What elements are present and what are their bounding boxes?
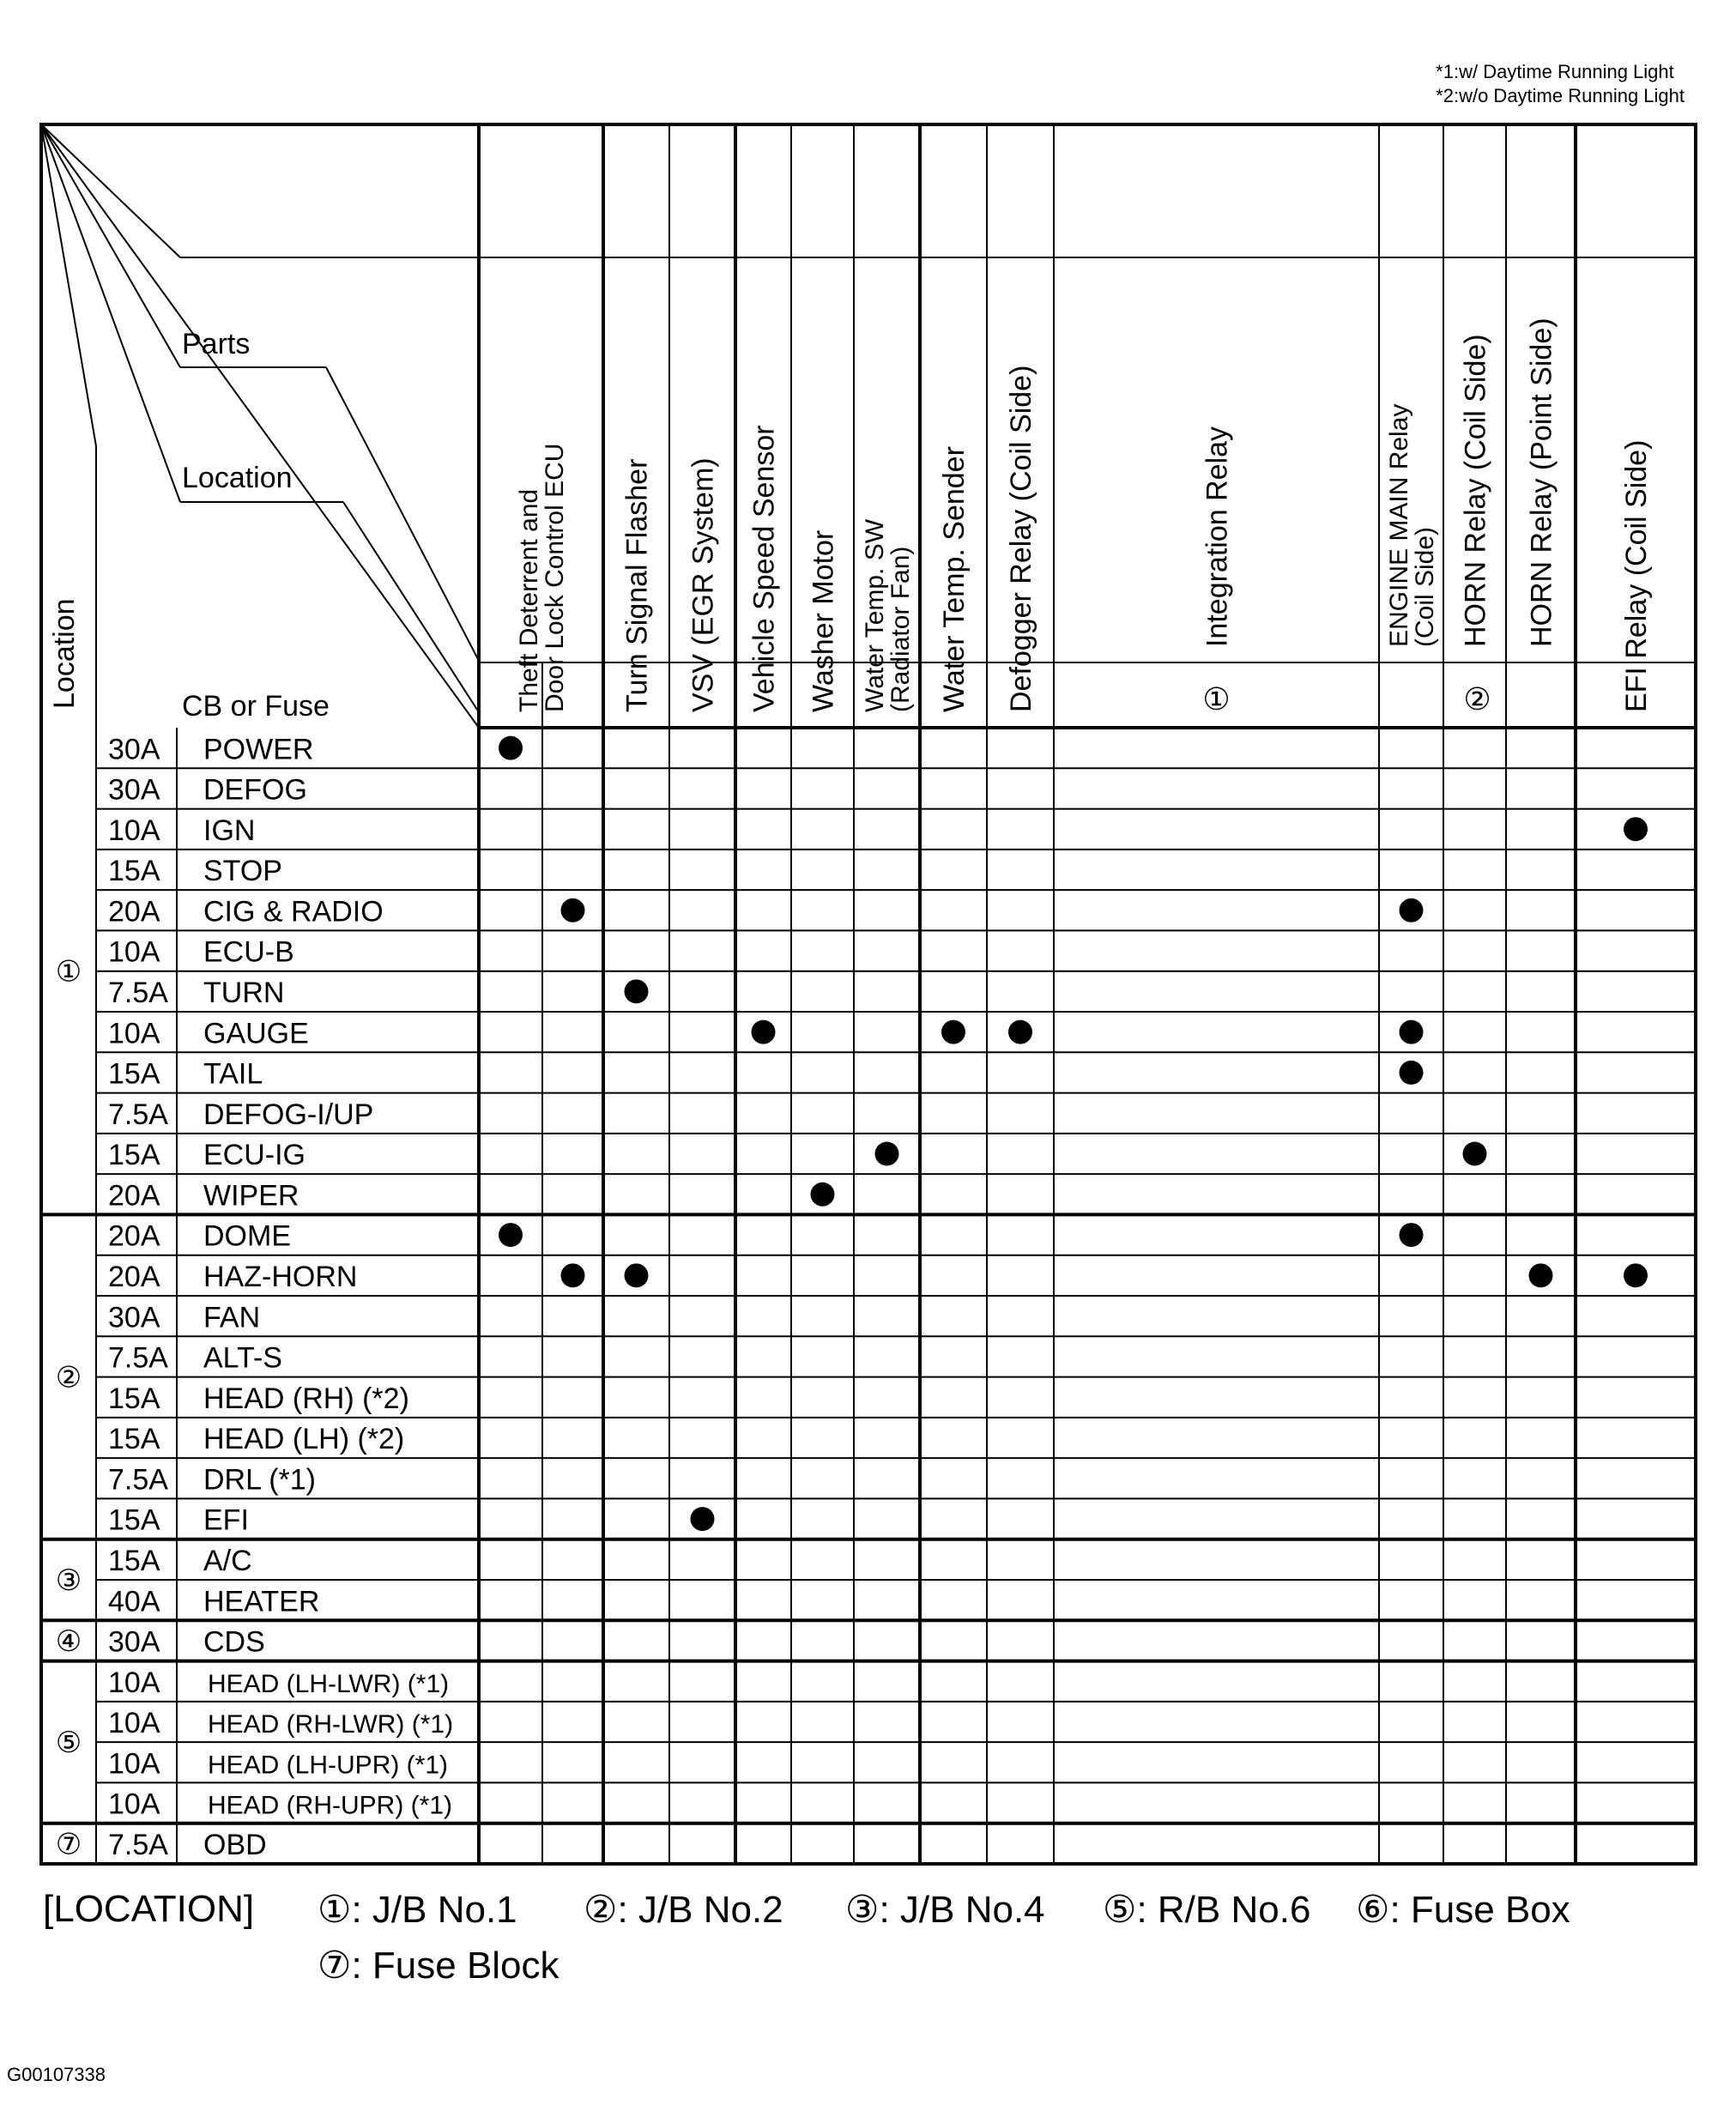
location-group-label: ①: [55, 955, 82, 989]
connection-dot: [561, 898, 585, 922]
fuse-name: HEAD (RH-LWR) (*1): [208, 1710, 454, 1739]
part-column-label: VSV (EGR System): [687, 457, 720, 712]
legend-item-rb6: ⑤: R/B No.6: [1103, 1889, 1311, 1931]
part-column-label: (Radiator Fan): [886, 546, 915, 712]
footnote-1: *1:w/ Daytime Running Light: [1436, 61, 1674, 82]
part-column-label: Turn Signal Flasher: [620, 458, 654, 712]
part-column-label: HORN Relay (Point Side): [1525, 318, 1558, 647]
connection-dot: [561, 1263, 585, 1287]
location-group-label: ④: [55, 1624, 82, 1658]
grid-line: [41, 124, 180, 257]
part-column-label: Door Lock Control ECU: [541, 443, 569, 712]
fuse-amperage: 15A: [108, 1545, 160, 1577]
location-column-label: Location: [48, 598, 81, 709]
part-column-label: Vehicle Speed Sensor: [747, 425, 781, 712]
connection-dot: [625, 979, 649, 1003]
fuse-amperage: 10A: [108, 1666, 160, 1699]
connection-dot: [1008, 1020, 1032, 1044]
part-column-label: Theft Deterrent and: [515, 488, 543, 712]
fuse-name: ECU-B: [203, 935, 294, 969]
group-label: ①: [1202, 681, 1231, 717]
legend-title: [LOCATION]: [43, 1888, 255, 1930]
fuse-name: ALT-S: [203, 1341, 282, 1375]
fuse-amperage: 7.5A: [108, 1463, 168, 1497]
part-column-label: HORN Relay (Coil Side): [1459, 334, 1492, 647]
fuse-amperage: 30A: [108, 733, 160, 766]
fuse-name: CIG & RADIO: [203, 895, 384, 928]
fuse-name: FAN: [203, 1301, 261, 1334]
fuse-name: GAUGE: [203, 1017, 309, 1050]
fuse-amperage: 30A: [108, 1625, 160, 1659]
location-group-label: ③: [55, 1564, 82, 1597]
fuse-amperage: 20A: [108, 1219, 160, 1253]
connection-dot: [1400, 1061, 1424, 1085]
part-column-label: Water Temp. Sender: [937, 446, 971, 712]
fuse-name: HEATER: [203, 1585, 320, 1618]
connection-dot: [625, 1263, 649, 1287]
fuse-name: DEFOG-I/UP: [203, 1098, 374, 1131]
fuse-amperage: 15A: [108, 1503, 160, 1537]
fuse-amperage: 10A: [108, 814, 160, 847]
fuse-amperage: 7.5A: [108, 977, 168, 1009]
location-group-label: ②: [55, 1361, 82, 1394]
fuse-amperage: 7.5A: [108, 1829, 168, 1861]
fuse-name: TAIL: [203, 1057, 263, 1091]
fuse-name: HEAD (LH) (*2): [203, 1423, 405, 1456]
part-column-label: Defogger Relay (Coil Side): [1004, 365, 1037, 712]
fuse-amperage: 10A: [108, 935, 160, 969]
fuse-name: HAZ-HORN: [203, 1261, 358, 1293]
grid-line: [41, 124, 180, 502]
connection-dot: [1400, 898, 1424, 922]
legend-item-fuse-box: ⑥: Fuse Box: [1356, 1889, 1570, 1931]
fuse-amperage: 30A: [108, 1301, 160, 1334]
fuse-name: HEAD (LH-LWR) (*1): [208, 1669, 450, 1698]
part-column-label: Integration Relay: [1201, 426, 1234, 647]
fuse-name: HEAD (RH) (*2): [203, 1382, 409, 1415]
connection-dot: [1400, 1020, 1424, 1044]
connection-dot: [499, 736, 523, 760]
grid-line: [343, 502, 479, 712]
fuse-amperage: 20A: [108, 895, 160, 928]
connection-dot: [499, 1223, 523, 1247]
fuse-name: DOME: [203, 1219, 291, 1253]
fuse-name: EFI: [203, 1503, 249, 1537]
fuse-amperage: 10A: [108, 1747, 160, 1781]
fuse-amperage: 30A: [108, 773, 160, 807]
fuse-name: TURN: [203, 977, 285, 1009]
part-column-label: ENGINE MAIN Relay: [1385, 403, 1413, 647]
connection-dot: [1529, 1263, 1553, 1287]
connection-dot: [1624, 1263, 1648, 1287]
fuse-amperage: 15A: [108, 1423, 160, 1456]
part-column-label: EFI Relay (Coil Side): [1619, 439, 1653, 712]
connection-dot: [1400, 1223, 1424, 1247]
fuse-name: HEAD (LH-UPR) (*1): [208, 1751, 449, 1780]
connection-dot: [811, 1183, 835, 1207]
fuse-amperage: 7.5A: [108, 1098, 168, 1131]
legend-item-jb2: ②: J/B No.2: [584, 1889, 783, 1931]
fuse-amperage: 15A: [108, 1382, 160, 1415]
fuse-name: IGN: [203, 814, 256, 847]
grid-line: [326, 367, 479, 661]
connection-dot: [1463, 1142, 1487, 1166]
legend-item-fuse-block: ⑦: Fuse Block: [318, 1945, 560, 1987]
legend-item-jb1: ①: J/B No.1: [318, 1889, 517, 1931]
fuse-name: STOP: [203, 855, 282, 888]
fuse-amperage: 10A: [108, 1787, 160, 1821]
fuse-name: ECU-IG: [203, 1139, 305, 1172]
fuse-name: DRL (*1): [203, 1463, 316, 1497]
group-label: ②: [1463, 681, 1491, 717]
document-id: G00107338: [7, 2064, 106, 2085]
connection-dot: [875, 1142, 899, 1166]
connection-dot: [941, 1020, 965, 1044]
fuse-name: OBD: [203, 1829, 267, 1861]
connection-dot: [1624, 817, 1648, 841]
fuse-amperage: 10A: [108, 1017, 160, 1050]
fuse-name: HEAD (RH-UPR) (*1): [208, 1791, 452, 1820]
legend-item-jb4: ③: J/B No.4: [845, 1889, 1045, 1931]
location-group-label: ⑤: [55, 1727, 82, 1760]
location-corner-label: Location: [182, 462, 293, 494]
connection-dot: [691, 1507, 715, 1531]
fuse-amperage: 20A: [108, 1179, 160, 1213]
part-column-label: Water Temp. SW: [861, 518, 889, 712]
fuse-amperage: 7.5A: [108, 1341, 168, 1375]
fuse-amperage: 10A: [108, 1707, 160, 1740]
fuse-amperage: 20A: [108, 1261, 160, 1293]
part-column-label: Washer Motor: [807, 529, 840, 712]
fuse-name: DEFOG: [203, 773, 307, 807]
fuse-name: WIPER: [203, 1179, 299, 1213]
grid-line: [41, 124, 479, 728]
part-column-label: (Coil Side): [1411, 526, 1439, 647]
fuse-amperage: 15A: [108, 1057, 160, 1091]
fuse-name: A/C: [203, 1545, 252, 1577]
cb-fuse-corner-label: CB or Fuse: [182, 690, 330, 723]
fuse-amperage: 15A: [108, 855, 160, 888]
parts-corner-label: Parts: [182, 328, 251, 360]
connection-dot: [752, 1020, 776, 1044]
location-group-label: ⑦: [55, 1828, 82, 1861]
fuse-amperage: 40A: [108, 1585, 160, 1618]
footnote-2: *2:w/o Daytime Running Light: [1436, 85, 1685, 106]
fuse-name: CDS: [203, 1625, 265, 1659]
fuse-amperage: 15A: [108, 1139, 160, 1172]
fuse-name: POWER: [203, 733, 314, 766]
